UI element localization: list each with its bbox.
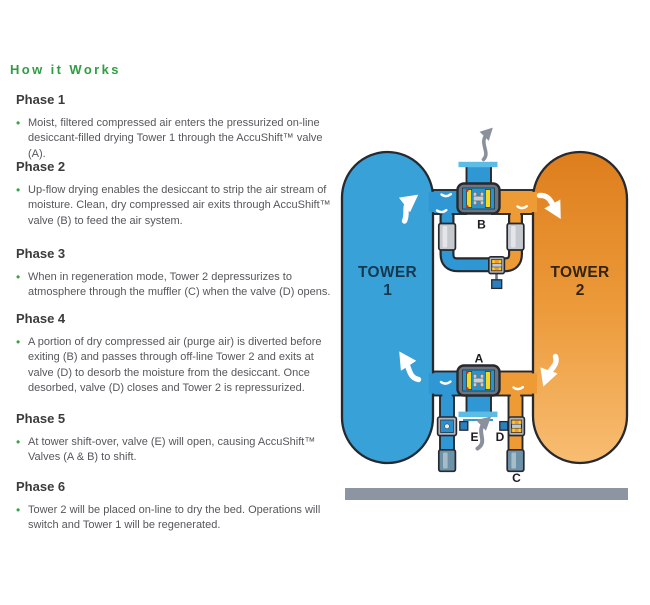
phase-4-bullet: • A portion of dry compressed air (purge air) is diverted before exiting (B) and passes through off-line Tower 2 and exits at valve (D) to desorb the moisture from the desiccant. Once desorbed, valve (D) closes and Tower 2 is repressurized. <box>16 335 334 397</box>
label-valve-e: E <box>470 430 479 444</box>
phase-2-heading: Phase 2 <box>16 159 66 174</box>
label-valve-d: D <box>495 430 505 444</box>
valve-a-indicator-dot <box>466 371 469 374</box>
label-muffler-c: C <box>512 471 521 485</box>
check-valve-left <box>439 224 456 251</box>
tower2-pipe-patch <box>529 192 537 212</box>
phase-4-heading: Phase 4 <box>16 311 66 326</box>
purge-orifice-valve <box>489 257 505 289</box>
tower1-pipe-patch <box>429 373 437 393</box>
phase-5-heading: Phase 5 <box>16 411 66 426</box>
inlet-air-arrow <box>478 422 486 449</box>
accushift-valve-b <box>458 184 500 214</box>
tower-2-label: TOWER <box>550 264 610 281</box>
tower-1-label: TOWER <box>358 264 417 281</box>
floor-bar <box>345 488 628 500</box>
tower1-pipe-patch <box>429 192 437 212</box>
phase-3-bullet: • When in regeneration mode, Tower 2 depressurizes to atmosphere through the muffler (C) when the valve (D) opens. <box>16 270 334 301</box>
check-valve-right <box>507 224 524 251</box>
valve-d-tab <box>500 422 508 431</box>
valve-a-indicator-dot <box>466 387 469 390</box>
phase-6-heading: Phase 6 <box>16 479 66 494</box>
outlet-flange <box>459 162 498 167</box>
accushift-valve-a <box>458 366 500 396</box>
muffler-c <box>507 450 524 472</box>
tower-1-vessel <box>342 152 433 463</box>
phase-6-bullet: • Tower 2 will be placed on-line to dry the bed. Operations will switch and Tower 1 will be regenerated. <box>16 503 334 534</box>
valve-b-indicator-dot <box>466 189 469 192</box>
exhaust-air-arrow <box>484 133 489 160</box>
valve-b-indicator-dot <box>466 205 469 208</box>
inlet-flange-line <box>463 419 493 421</box>
joint-patch <box>511 394 520 398</box>
phase-1-heading: Phase 1 <box>16 92 66 107</box>
valve-e-tab <box>460 422 468 431</box>
inlet-flange <box>459 412 498 417</box>
phase-2-bullet: • Up-flow drying enables the desiccant to strip the air stream of moisture. Clean, dry compressed air exits through AccuShift™ valve (B) to feed the air system. <box>16 183 334 229</box>
label-valve-a: A <box>474 351 484 366</box>
joint-patch <box>442 394 451 398</box>
muffler-left <box>439 450 456 472</box>
tower-2-number: 2 <box>575 282 585 299</box>
page-title: How it Works <box>10 62 121 77</box>
phase-5-bullet: • At tower shift-over, valve (E) will open, causing AccuShift™ Valves (A & B) to shift. <box>16 435 334 466</box>
label-valve-b: B <box>477 217 486 232</box>
tower2-pipe-patch <box>529 373 537 393</box>
purge-valve-actuator <box>492 280 502 289</box>
tower-1-number: 1 <box>383 282 392 299</box>
joint-patch <box>511 212 520 216</box>
phase-3-heading: Phase 3 <box>16 246 66 261</box>
phase-1-bullet: • Moist, filtered compressed air enters the pressurized on-line desiccant-filled drying Tower 1 through the AccuShift™ valve (A). <box>16 116 334 162</box>
